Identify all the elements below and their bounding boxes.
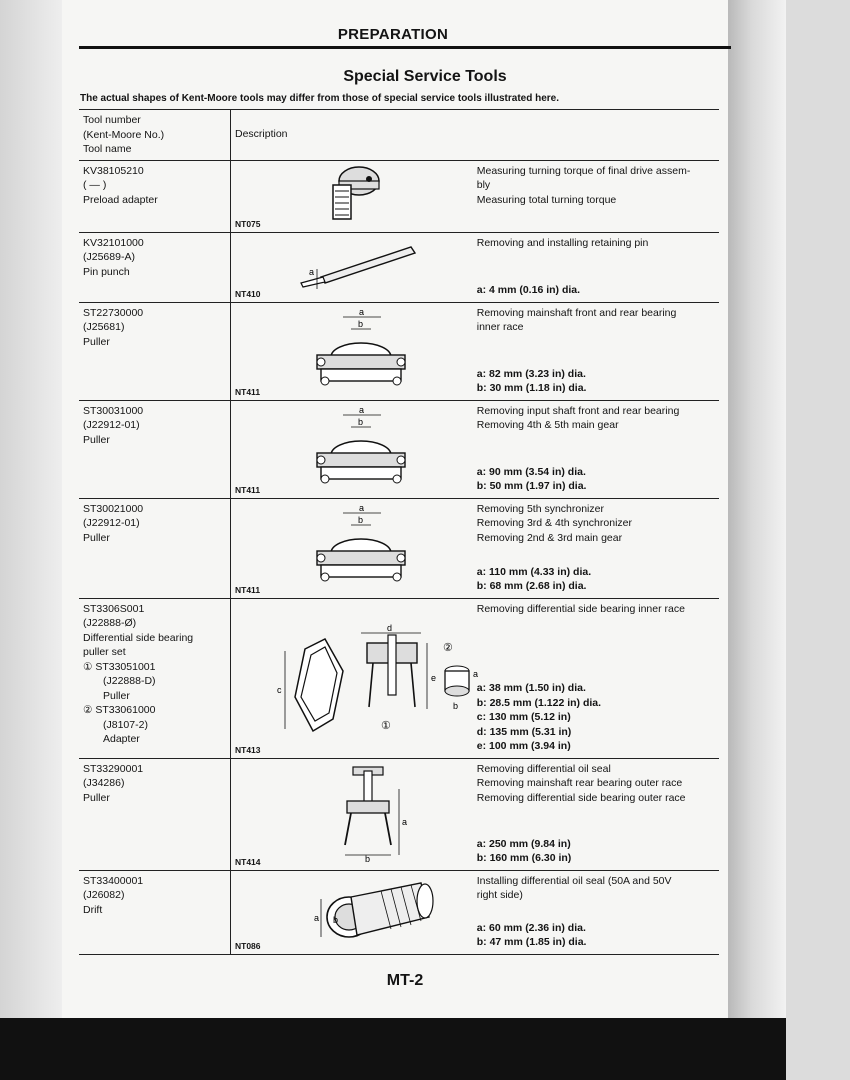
use-line: Measuring total turning torque	[476, 193, 617, 206]
illustration-cell	[231, 302, 475, 400]
use-line: Removing 3rd & 4th synchronizer	[476, 517, 632, 529]
use-line: Removing differential oil seal	[476, 762, 611, 775]
spec-line: a: 38 mm (1.50 in) dia.	[476, 682, 586, 694]
spec-block	[477, 283, 580, 298]
dim-label-a: a	[473, 668, 479, 679]
dim-label-b: b	[358, 514, 364, 525]
table-row	[79, 758, 719, 870]
illustration-cell	[231, 598, 479, 758]
tool-cell	[79, 870, 231, 954]
header-description: Description	[235, 128, 288, 140]
table-row	[79, 870, 719, 954]
callout-one: ①	[381, 719, 391, 732]
use-line: Removing differential side bearing outer race	[476, 791, 686, 804]
kent-moore-number: (J22888-Ø)	[83, 617, 137, 629]
tool-cell	[79, 160, 231, 232]
figure-code: NT086	[235, 940, 261, 951]
spec-line: b: 50 mm (1.97 in) dia.	[476, 480, 587, 492]
spec-block	[477, 837, 572, 866]
spec-block	[477, 681, 601, 754]
figure-code: NT411	[235, 386, 261, 397]
table-row	[79, 498, 719, 598]
bearing-puller-illustration	[311, 405, 411, 491]
use-line: Removing mainshaft front and rear bearing	[476, 306, 677, 319]
spec-line: c: 130 mm (5.12 in)	[476, 711, 571, 723]
tool-cell	[79, 498, 231, 598]
dim-label-a: a	[359, 404, 365, 415]
spec-line: e: 100 mm (3.94 in)	[476, 740, 571, 752]
illustration-cell	[231, 160, 475, 232]
dim-label-b: b	[453, 700, 459, 711]
dim-label-b: b	[358, 416, 364, 427]
use-line: bly	[476, 179, 491, 191]
header-cell-description	[231, 110, 720, 161]
use-line: right side)	[476, 889, 523, 901]
spec-line: a: 110 mm (4.33 in) dia.	[476, 565, 592, 578]
description-cell	[475, 302, 719, 400]
pin-punch-illustration	[291, 239, 441, 289]
spec-line: b: 47 mm (1.85 in) dia.	[476, 936, 587, 948]
kent-moore-number: ( — )	[83, 179, 107, 191]
dim-label-d: d	[387, 622, 393, 633]
bottom-shadow-band	[0, 1018, 786, 1080]
kent-moore-number: (J22912-01)	[83, 517, 140, 529]
tool-number: ST33400001	[83, 874, 144, 887]
tool-number: ST30021000	[83, 502, 144, 515]
page-number: MT-2	[386, 972, 424, 989]
table-row	[79, 160, 719, 232]
preload-adapter-illustration	[311, 163, 391, 225]
description-cell	[475, 870, 719, 954]
tool-name-continued: puller set	[83, 646, 126, 658]
tool-cell	[79, 232, 231, 302]
component-2-name: Adapter	[103, 733, 140, 745]
tool-number: KV32101000	[83, 236, 144, 249]
spec-line: a: 90 mm (3.54 in) dia.	[476, 465, 586, 478]
tool-name: Pin punch	[83, 265, 130, 278]
use-line: Removing 4th & 5th main gear	[476, 419, 619, 431]
oil-seal-puller-illustration	[323, 763, 413, 863]
dim-label-b: b	[365, 853, 371, 864]
table-row	[79, 232, 719, 302]
bearing-puller-illustration	[311, 307, 411, 393]
spec-line: a: 250 mm (9.84 in)	[476, 837, 571, 850]
side-bearing-puller-set-illustration	[277, 621, 477, 751]
illustration-cell	[231, 232, 475, 302]
table-row	[79, 302, 719, 400]
spec-line: b: 68 mm (2.68 in) dia.	[476, 580, 587, 592]
tool-name: Puller	[83, 791, 110, 804]
spec-line: d: 135 mm (5.31 in)	[476, 725, 572, 738]
dim-label-a: a	[402, 816, 408, 827]
figure-code: NT414	[235, 856, 261, 867]
tool-number: ST30031000	[83, 404, 144, 417]
tool-number: ST22730000	[83, 306, 144, 319]
figure-code: NT413	[235, 744, 261, 755]
description-cell	[475, 232, 719, 302]
spec-block	[477, 367, 587, 396]
page-header-title: PREPARATION	[337, 26, 449, 43]
tool-number: ST3306S001	[83, 602, 145, 615]
dim-label-e: e	[431, 672, 437, 683]
bearing-puller-illustration	[311, 503, 411, 589]
tool-name: Preload adapter	[83, 193, 158, 206]
illustration-cell	[231, 400, 475, 498]
dim-label-a: a	[314, 912, 320, 923]
spec-block	[477, 921, 587, 950]
use-line: Removing 5th synchronizer	[476, 502, 604, 515]
description-cell	[475, 758, 719, 870]
table-row	[79, 400, 719, 498]
tool-number: ST33290001	[83, 762, 144, 775]
dim-label-a: a	[359, 306, 365, 317]
illustration-cell	[231, 758, 475, 870]
header-tool-name: Tool name	[83, 143, 132, 155]
tool-cell	[79, 758, 231, 870]
tool-name: Puller	[83, 531, 110, 544]
use-line: Removing 2nd & 3rd main gear	[476, 531, 623, 544]
tool-name: Differential side bearing	[83, 631, 194, 644]
kent-moore-number: (J34286)	[83, 777, 125, 789]
use-line: Measuring turning torque of final drive assem-	[476, 164, 691, 177]
description-cell	[475, 598, 719, 758]
use-line: Installing differential oil seal (50A and 50V	[476, 874, 672, 887]
table-row	[79, 598, 719, 758]
figure-code: NT075	[235, 218, 261, 229]
spec-line: a: 82 mm (3.23 in) dia.	[476, 367, 586, 380]
use-line: Removing and installing retaining pin	[476, 236, 649, 249]
special-service-tools-table	[79, 109, 719, 955]
use-line: inner race	[476, 321, 524, 333]
dim-label-b: b	[333, 914, 339, 925]
header-tool-number: Tool number	[83, 114, 141, 126]
header-cell-tool	[79, 110, 231, 161]
tool-cell	[79, 400, 231, 498]
figure-code: NT411	[235, 584, 261, 595]
description-cell	[475, 498, 719, 598]
component-1-kent-moore: (J22888-D)	[103, 675, 156, 687]
tool-cell	[79, 598, 231, 758]
intro-note: The actual shapes of Kent-Moore tools may differ from those of special service tools illustrated here.	[80, 93, 560, 104]
spec-block	[477, 565, 591, 594]
section-title: Special Service Tools	[343, 68, 507, 85]
header-kent-moore: (Kent-Moore No.)	[83, 128, 165, 141]
component-1-name: Puller	[103, 689, 130, 702]
dim-label-a: a	[309, 266, 315, 277]
description-cell	[475, 400, 719, 498]
tool-name: Puller	[83, 335, 110, 348]
callout-two: ②	[443, 641, 453, 654]
tool-cell	[79, 302, 231, 400]
kent-moore-number: (J22912-01)	[83, 419, 140, 431]
kent-moore-number: (J26082)	[83, 889, 125, 901]
component-1-number: ① ST33051001	[83, 660, 156, 673]
illustration-cell	[231, 870, 475, 954]
description-cell	[475, 160, 719, 232]
tool-number: KV38105210	[83, 164, 144, 177]
spec-line: b: 160 mm (6.30 in)	[476, 852, 572, 864]
spec-line: b: 28.5 mm (1.122 in) dia.	[476, 696, 602, 709]
figure-code: NT410	[235, 288, 261, 299]
drift-illustration	[311, 877, 451, 947]
kent-moore-number: (J25681)	[83, 321, 125, 333]
kent-moore-number: (J25689-A)	[83, 251, 135, 263]
tool-name: Drift	[83, 903, 103, 916]
use-line: Removing mainshaft rear bearing outer race	[476, 777, 683, 789]
use-line: Removing differential side bearing inner race	[476, 602, 685, 615]
use-line: Removing input shaft front and rear bearing	[476, 404, 680, 417]
figure-code: NT411	[235, 484, 261, 495]
spec-line: a: 4 mm (0.16 in) dia.	[476, 284, 581, 296]
header-rule	[79, 46, 731, 49]
right-page-edge	[728, 0, 786, 1018]
spec-line: a: 60 mm (2.36 in) dia.	[476, 921, 586, 934]
tool-name: Puller	[83, 433, 110, 446]
dim-label-c: c	[277, 684, 282, 695]
table-header-row	[79, 110, 719, 161]
left-binding-margin	[0, 0, 62, 1018]
dim-label-a: a	[359, 502, 365, 513]
component-2-number: ② ST33061000	[83, 704, 156, 716]
component-2-kent-moore: (J8107-2)	[103, 718, 148, 731]
spec-block	[477, 465, 587, 494]
dim-label-b: b	[358, 318, 364, 329]
spec-line: b: 30 mm (1.18 in) dia.	[476, 382, 587, 394]
illustration-cell	[231, 498, 475, 598]
